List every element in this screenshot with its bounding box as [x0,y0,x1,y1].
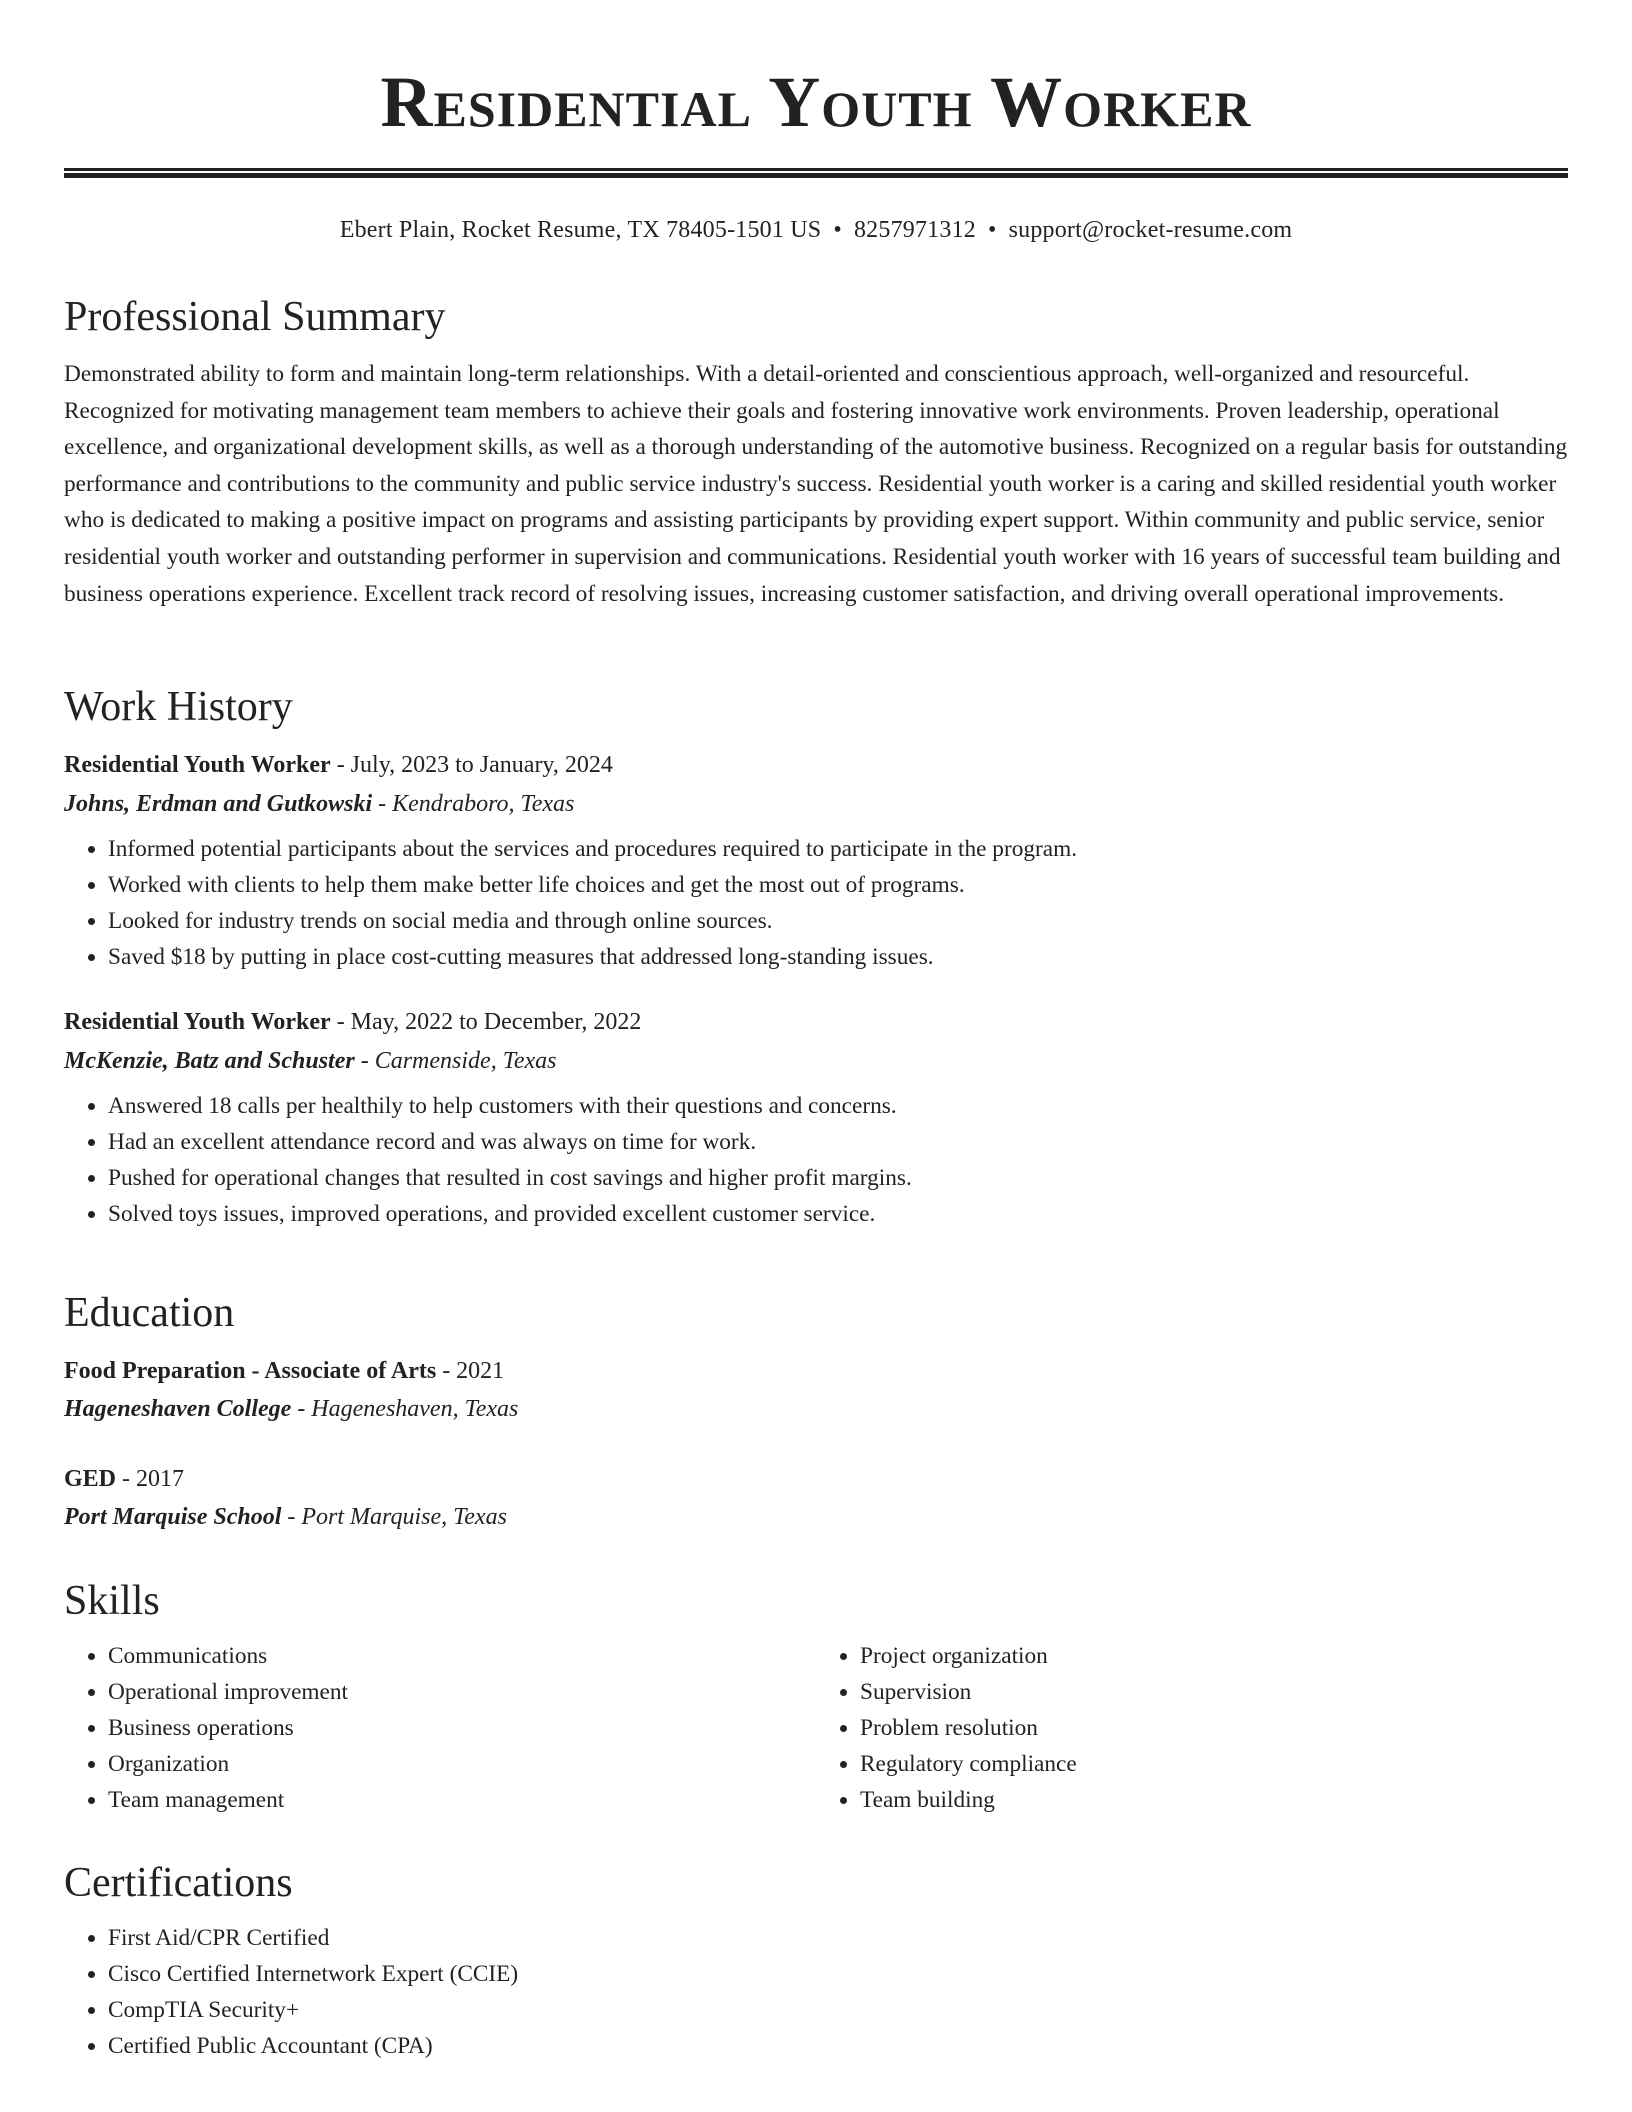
summary-heading: Professional Summary [64,294,446,340]
certifications-heading: Certifications [64,1860,293,1906]
certification-item: • First Aid/CPR Certified [108,1920,1568,1956]
certification-item: • CompTIA Security+ [108,1992,1568,2028]
job-company-line [64,1046,1568,1076]
certifications-section [64,1862,1568,2064]
list-item: • Worked with clients to help them make better life choices and get the most out of programs. [108,867,1568,903]
school-location: - Port Marquise, Texas [281,1504,507,1530]
skills-heading: Skills [64,1578,160,1624]
certification-item: • Cisco Certified Internetwork Expert (CCIE) [108,1956,1568,1992]
job-title-line [64,1007,1568,1037]
job-title: Residential Youth Worker [64,1009,331,1035]
list-item: • Saved $18 by putting in place cost-cutting measures that addressed long-standing issues. [108,939,1568,975]
contact-address: Ebert Plain, Rocket Resume, TX 78405-1501 US [339,217,822,243]
skill-item: • Communications [108,1638,816,1674]
skill-item: • Supervision [860,1674,1568,1710]
skill-item: • Problem resolution [860,1710,1568,1746]
contact-email: support@rocket-resume.com [1008,217,1293,243]
job-bullets [64,831,1568,975]
degree-year: - 2021 [436,1358,505,1384]
degree-line [64,1356,1568,1386]
contact-line [64,215,1568,245]
degree: Food Preparation - Associate of Arts [64,1358,437,1384]
list-item: • Solved toys issues, improved operations, and provided excellent customer service. [108,1196,1568,1232]
job-company: McKenzie, Batz and Schuster [64,1048,355,1074]
education-heading: Education [64,1290,235,1336]
education-entry [64,1464,1568,1532]
job-company: Johns, Erdman and Gutkowski [64,791,373,817]
school-line [64,1502,1568,1532]
skill-item: • Business operations [108,1710,816,1746]
list-item: • Looked for industry trends on social media and through online sources. [108,903,1568,939]
list-item: • Answered 18 calls per healthily to help customers with their questions and concerns. [108,1088,1568,1124]
education-entry [64,1356,1568,1424]
degree-line [64,1464,1568,1494]
school-line [64,1394,1568,1424]
job-dates: - May, 2022 to December, 2022 [330,1009,642,1035]
job-entry [64,750,1568,975]
skill-item: • Team management [108,1782,816,1818]
job-dates: - July, 2023 to January, 2024 [330,752,613,778]
job-title-line [64,750,1568,780]
skills-list-right [816,1638,1568,1818]
job-title: Residential Youth Worker [64,752,331,778]
certification-item: • Certified Public Accountant (CPA) [108,2028,1568,2064]
work-heading: Work History [64,684,293,730]
school-location: - Hageneshaven, Texas [291,1396,519,1422]
list-item: • Had an excellent attendance record and was always on time for work. [108,1124,1568,1160]
contact-separator: • [833,217,842,243]
certifications-list [64,1920,1568,2064]
skills-section [64,1580,1568,1818]
skill-item: • Team building [860,1782,1568,1818]
skills-columns [64,1638,1568,1818]
job-entry [64,1007,1568,1232]
school: Hageneshaven College [64,1396,292,1422]
school: Port Marquise School [64,1504,282,1530]
skill-item: • Organization [108,1746,816,1782]
work-section [64,686,1568,1232]
contact-phone: 8257971312 [853,217,976,243]
contact-separator: • [987,217,997,243]
resume-name: Residential Youth Worker [380,62,1252,142]
skill-item: • Project organization [860,1638,1568,1674]
skills-list-left [64,1638,816,1818]
summary-section [64,296,1568,612]
job-location: - Kendraboro, Texas [372,791,575,817]
list-item: • Informed potential participants about the services and procedures required to participate in the program. [108,831,1568,867]
summary-text: Demonstrated ability to form and maintain long-term relationships. With a detail-oriented and conscientious approach, well-organized and resourceful. Recognized for motivating management team members to achieve their goals and fostering innovative work environments. Proven leadership, operational excellence, and organizational development skills, as well as a thorough understanding of the automotive business. Recognized on a regular basis for outstanding performance and contributions to the community and public service industry's success. Residential youth worker is a caring and skilled residential youth worker who is dedicated to making a positive impact on programs and assisting participants by providing expert support. Within community and public service, senior residential youth worker and outstanding performer in supervision and communications. Residential youth worker with 16 years of successful team building and business operations experience. Excellent track record of resolving issues, increasing customer satisfaction, and driving overall operational improvements. [64,361,1568,607]
list-item: • Pushed for operational changes that resulted in cost savings and higher profit margins. [108,1160,1568,1196]
job-company-line [64,789,1568,819]
degree-year: - 2017 [116,1466,185,1492]
job-location: - Carmenside, Texas [354,1048,557,1074]
degree: GED [64,1466,117,1492]
education-section [64,1292,1568,1532]
header-divider [64,168,1568,178]
skill-item: • Regulatory compliance [860,1746,1568,1782]
skill-item: • Operational improvement [108,1674,816,1710]
job-bullets [64,1088,1568,1232]
